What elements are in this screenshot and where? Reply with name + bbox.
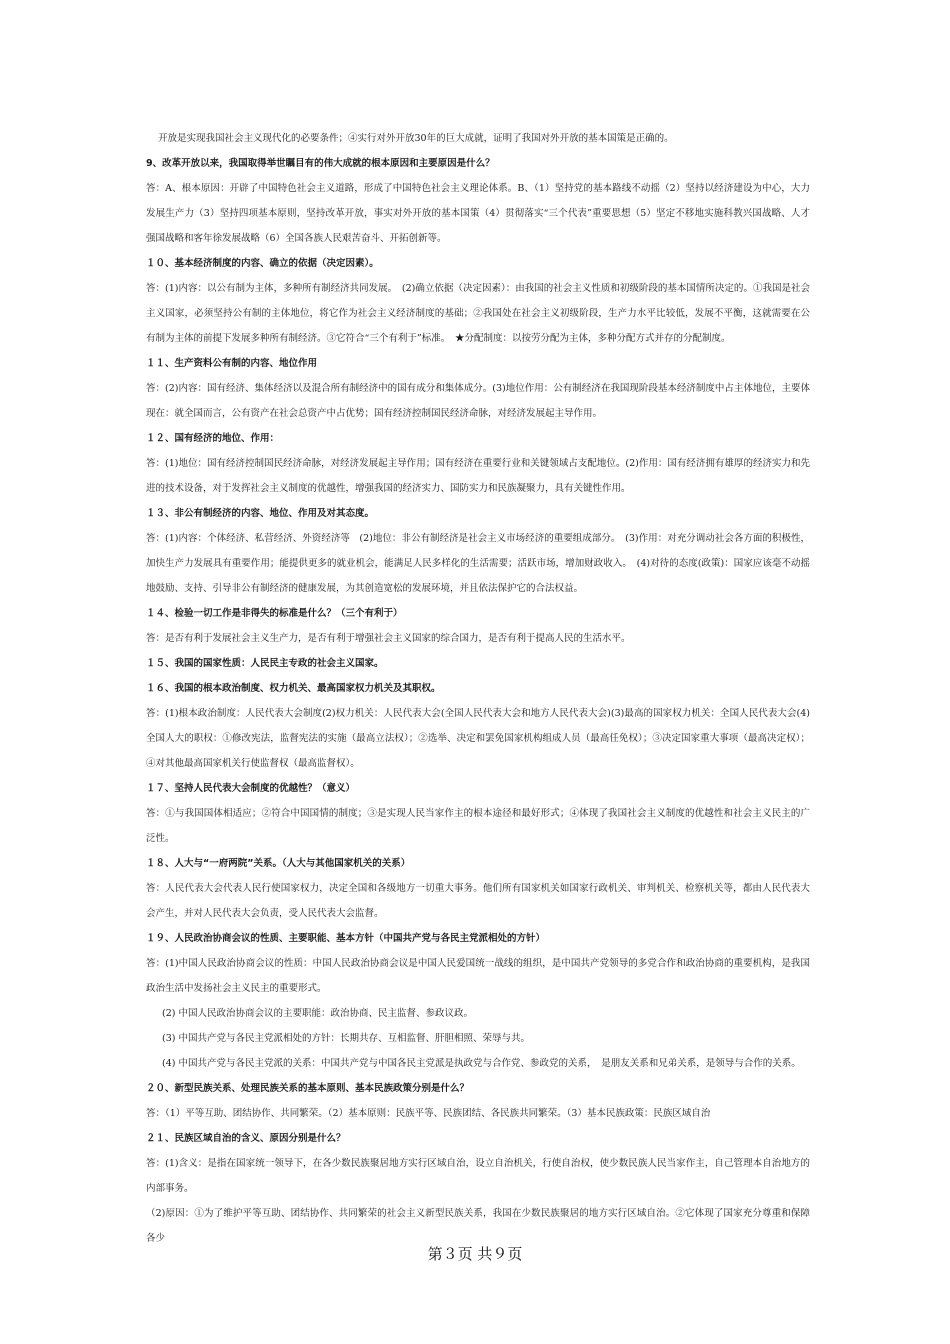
- answer-paragraph: (4) 中国共产党与各民主党派的关系：中国共产党与中国各民主党派是执政党与合作党、参政党的关系， 是朋友关系和兄弟关系，是领导与合作的关系。: [162, 1058, 801, 1069]
- answer-paragraph: 答：(1)内容：以公有制为主体，多种所有制经济共同发展。 (2)确立依据（决定因素）：由我国的社会主义性质和初级阶段的基本国情所决定的。①我国是社会主义国家，必须坚持公有制的主体地位，将它作为社会主义经济制度的基础；②我国处在社会主义初级阶段，生产力水平比较低，发展不平衡，这就需要在公有制为主体的前提下发展多种所有制经济。③它符合“三个有利于”标准。 ★分配制度：以按劳分配为主体，多种分配方式并存的分配制度。: [146, 283, 810, 344]
- answer-paragraph: 答：(1)根本政治制度：人民代表大会制度(2)权力机关：人民代表大会(全国人民代表大会和地方人民代表大会)(3)最高的国家权力机关：全国人民代表大会(4)全国人大的职权：①修改宪法，监督宪法的实施（最高立法权）；②选举、决定和罢免国家机构组成人员（最高任免权）；③决定国家重大事项（最高决定权）；④对其他最高国家机关行使监督权（最高监督权）。: [146, 708, 810, 769]
- answer-paragraph: （2)原因：①为了维护平等互助、团结协作、共同繁荣的社会主义新型民族关系，我国在少数民族聚居的地方实行区域自治。②它体现了国家充分尊重和保障各少: [146, 1208, 810, 1244]
- question-heading: ２０、新型民族关系、处理民族关系的基本原则、基本民族政策分别是什么？: [146, 1083, 470, 1094]
- answer-paragraph: (3) 中国共产党与各民主党派相处的方针：长期共存、互相监督、肝胆相照、荣辱与共。: [162, 1033, 530, 1044]
- answer-paragraph: 答：(1)内容：个体经济、私营经济、外资经济等 (2)地位：非公有制经济是社会主义市场经济的重要组成部分。 (3)作用：对充分调动社会各方面的积极性，加快生产力发展具有重要作用；能提供更多的就业机会，能满足人民多样化的生活需要；活跃市场，增加财政收入。 (4)对待的态度(政策)：国家应该毫不动摇地鼓励、支持、引导非公有制经济的健康发展，为其创造宽松的发展环境，并且依法保护它的合法权益。: [146, 533, 810, 594]
- answer-paragraph: 开放是实现我国社会主义现代化的必要条件；④实行对外开放30年的巨大成就，证明了我国对外开放的基本国策是正确的。: [158, 133, 674, 144]
- question-heading: １８、人大与“一府两院”关系。（人大与其他国家机关的关系）: [146, 858, 411, 869]
- question-heading: １５、我国的国家性质：人民民主专政的社会主义国家。: [146, 658, 384, 669]
- question-heading: １０、基本经济制度的内容、确立的依据（决定因素）。: [146, 258, 379, 269]
- question-heading: １７、坚持人民代表大会制度的优越性？（意义）: [146, 783, 356, 794]
- question-heading: １３、非公有制经济的内容、地位、作用及对其态度。: [146, 508, 375, 519]
- answer-paragraph: (2) 中国人民政治协商会议的主要职能：政治协商、民主监督、参政议政。: [162, 1008, 473, 1019]
- answer-paragraph: 答：（1）平等互助、团结协作、共同繁荣。（2）基本原则：民族平等、民族团结、各民族共同繁荣。（3）基本民族政策：民族区域自治: [146, 1108, 711, 1119]
- answer-paragraph: 答：是否有利于发展社会主义生产力，是否有利于增强社会主义国家的综合国力，是否有利于提高人民的生活水平。: [146, 633, 631, 644]
- question-heading: １６、我国的根本政治制度、权力机关、最高国家权力机关及其职权。: [146, 683, 441, 694]
- question-heading: １１、生产资料公有制的内容、地位作用: [146, 358, 318, 369]
- answer-paragraph: 答：人民代表大会代表人民行使国家权力，决定全国和各级地方一切重大事务。他们所有国家机关如国家行政机关、审判机关、检察机关等，都由人民代表大会产生，并对人民代表大会负责，受人民代表大会监督。: [146, 883, 810, 919]
- answer-paragraph: 答：(2)内容：国有经济、集体经济以及混合所有制经济中的国有成分和集体成分。(3)地位作用：公有制经济在我国现阶段基本经济制度中占主体地位，主要体现在：就全国而言，公有资产在社会总资产中占优势；国有经济控制国民经济命脉，对经济发展起主导作用。: [146, 383, 810, 419]
- answer-paragraph: 答：(1)中国人民政治协商会议的性质：中国人民政治协商会议是中国人民爱国统一战线的组织，是中国共产党领导的多党合作和政治协商的重要机构，是我国政治生活中发扬社会主义民主的重要形式。: [146, 958, 810, 994]
- question-heading: ２１、民族区域自治的含义、原因分别是什么？: [146, 1133, 346, 1144]
- question-heading: １４、检验一切工作是非得失的标准是什么？（三个有利于）: [146, 608, 403, 619]
- page-footer: 第３页 共９页: [427, 1245, 523, 1263]
- answer-paragraph: 答：①与我国国体相适应；②符合中国国情的制度；③是实现人民当家作主的根本途径和最好形式；④体现了我国社会主义制度的优越性和社会主义民主的广泛性。: [146, 808, 810, 844]
- answer-paragraph: 答：(1)含义：是指在国家统一领导下，在各少数民族聚居地方实行区域自治，设立自治机关，行使自治权，使少数民族人民当家作主，自己管理本自治地方的内部事务。: [146, 1158, 810, 1194]
- answer-paragraph: 答：A、根本原因：开辟了中国特色社会主义道路，形成了中国特色社会主义理论体系。B、（1）坚持党的基本路线不动摇（2）坚持以经济建设为中心，大力发展生产力（3）坚持四项基本原则，坚持改革开放，事实对外开放的基本国策（4）贯彻落实“三个代表”重要思想（5）坚定不移地实施科教兴国战略、人才强国战略和客年徐发展战略（6）全国各族人民艰苦奋斗、开拓创新等。: [146, 183, 810, 244]
- question-heading: １９、人民政治协商会议的性质、主要职能、基本方针（中国共产党与各民主党派相处的方针）: [146, 933, 546, 944]
- question-heading: 9、改革开放以来，我国取得举世瞩目有的伟大成就的根本原因和主要原因是什么？: [146, 158, 495, 169]
- document-body: [146, 126, 810, 1251]
- question-heading: １２、国有经济的地位、作用：: [146, 433, 280, 444]
- answer-paragraph: 答：(1)地位：国有经济控制国民经济命脉，对经济发展起主导作用；国有经济在重要行业和关键领域占支配地位。(2)作用：国有经济拥有雄厚的经济实力和先进的技术设备，对于发挥社会主义制度的优越性，增强我国的经济实力、国防实力和民族凝聚力，具有关键性作用。: [146, 458, 810, 494]
